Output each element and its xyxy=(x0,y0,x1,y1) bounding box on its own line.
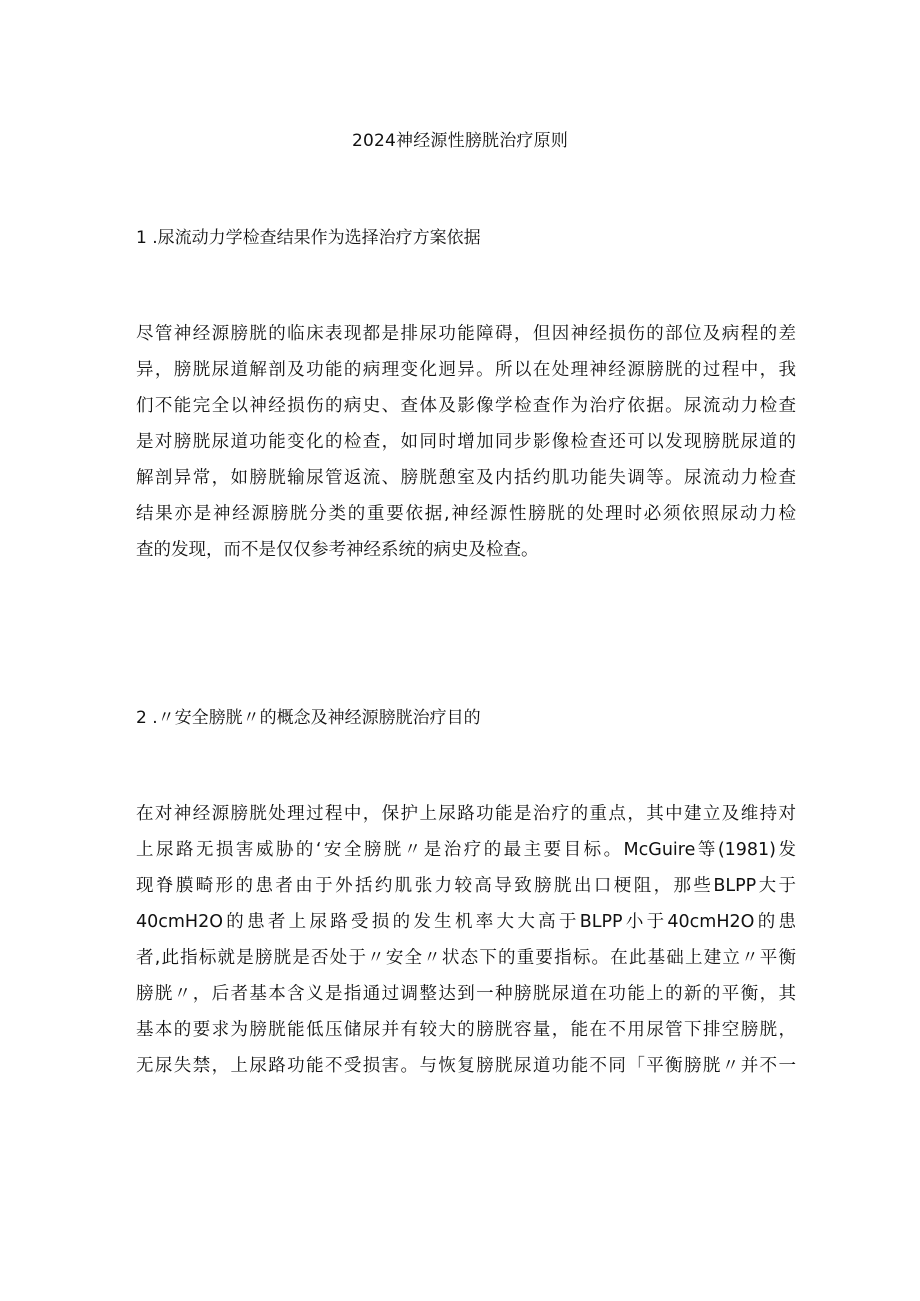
paragraph-line: 异，膀胱尿道解剖及功能的病理变化迥异。所以在处理神经源膀胱的过程中，我 xyxy=(136,360,796,380)
paragraph-line: 无尿失禁，上尿路功能不受损害。与恢复膀胱尿道功能不同「平衡膀胱〃并不一 xyxy=(136,1056,796,1076)
paragraph-line: 们不能完全以神经损伤的病史、查体及影像学检查作为治疗依据。尿流动力检查 xyxy=(136,396,796,416)
paragraph-line: 基本的要求为膀胱能低压储尿并有较大的膀胱容量，能在不用尿管下排空膀胱， xyxy=(136,1020,796,1040)
paragraph-line: 结果亦是神经源膀胱分类的重要依据,神经源性膀胱的处理时必须依照尿动力检 xyxy=(136,504,796,524)
section-heading-1: 1 .尿流动力学检查结果作为选择治疗方案依据 xyxy=(136,228,481,248)
paragraph-line: 查的发现，而不是仅仅参考神经系统的病史及检查。 xyxy=(136,540,539,560)
paragraph-line: 尽管神经源膀胱的临床表现都是排尿功能障碍，但因神经损伤的部位及病程的差 xyxy=(136,324,796,344)
section-2-paragraph xyxy=(136,796,796,1084)
paragraph-line: 上尿路无损害威胁的‘安全膀胱〃是治疗的最主要目标。McGuire等(1981)发 xyxy=(136,840,796,860)
paragraph-line: 解剖异常，如膀胱输尿管返流、膀胱憩室及内括约肌功能失调等。尿流动力检查 xyxy=(136,468,796,488)
paragraph-line: 在对神经源膀胱处理过程中，保护上尿路功能是治疗的重点，其中建立及维持对 xyxy=(136,804,796,824)
paragraph-line: 是对膀胱尿道功能变化的检查，如同时增加同步影像检查还可以发现膀胱尿道的 xyxy=(136,432,796,452)
paragraph-line: 现脊膜畸形的患者由于外括约肌张力较高导致膀胱出口梗阻，那些BLPP大于 xyxy=(136,876,796,896)
paragraph-line: 者,此指标就是膀胱是否处于〃安全〃状态下的重要指标。在此基础上建立〃平衡 xyxy=(136,948,796,968)
section-1-paragraph xyxy=(136,316,796,568)
section-heading-2: 2 .〃安全膀胱〃的概念及神经源膀胱治疗目的 xyxy=(136,708,481,728)
paragraph-line: 膀胱〃，后者基本含义是指通过调整达到一种膀胱尿道在功能上的新的平衡，其 xyxy=(136,984,796,1004)
document-title: 2024神经源性膀胱治疗原则 xyxy=(351,131,569,151)
paragraph-line: 40cmH2O的患者上尿路受损的发生机率大大高于BLPP小于40cmH2O的患 xyxy=(136,912,796,932)
